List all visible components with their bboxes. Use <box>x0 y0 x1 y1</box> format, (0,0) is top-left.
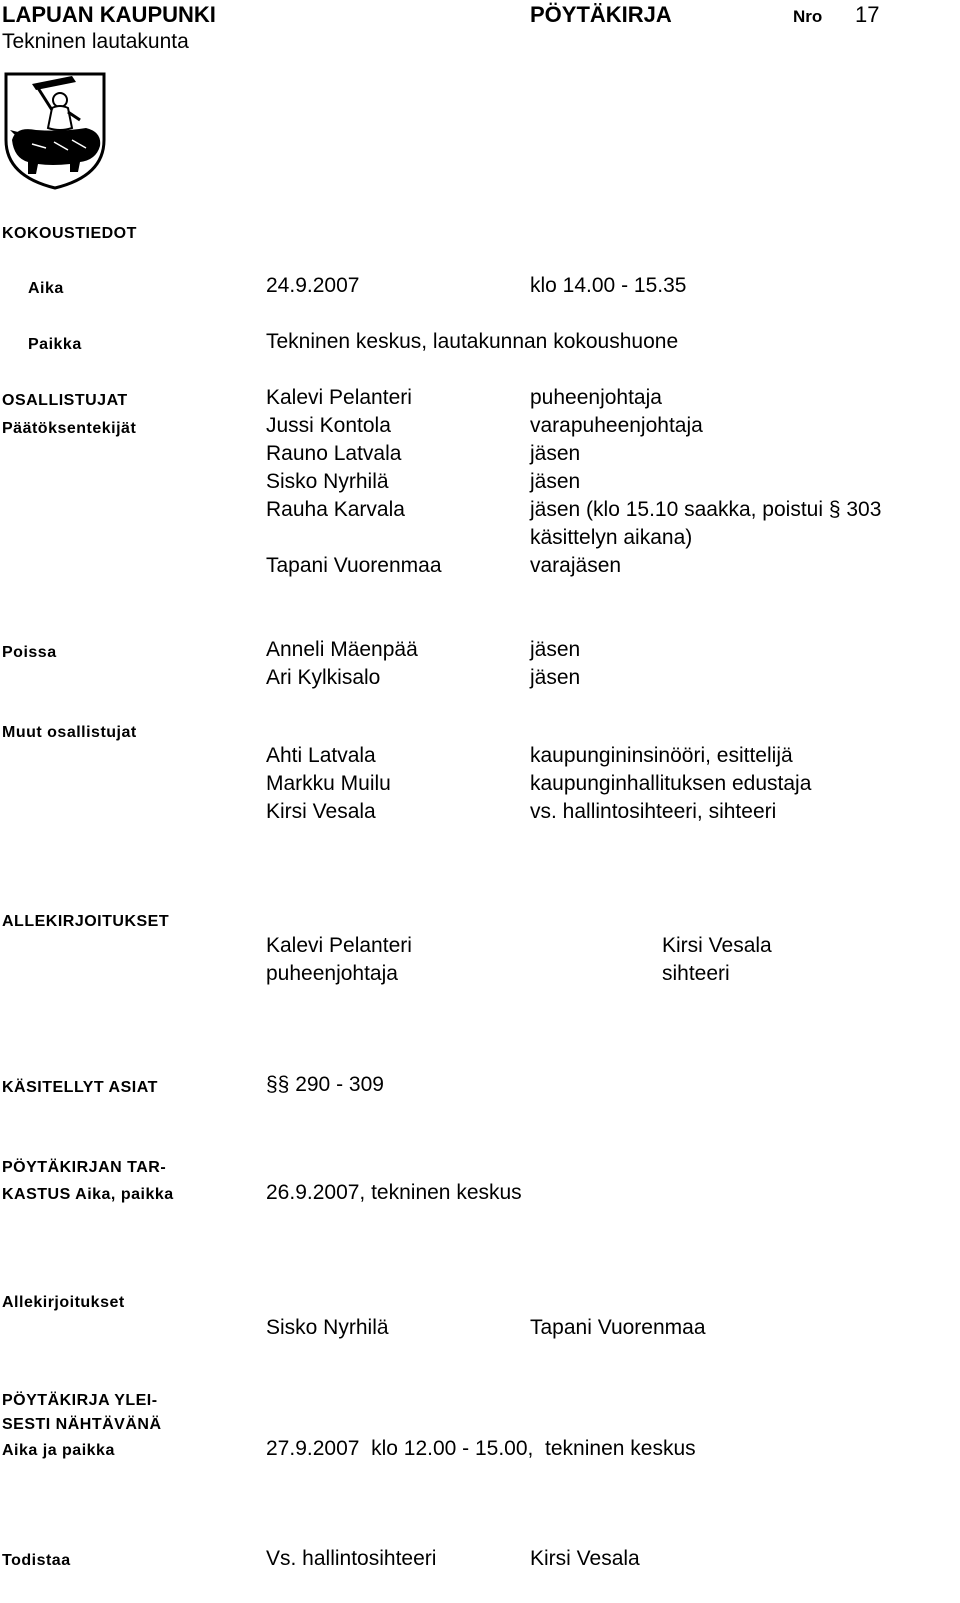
review-label-line2: KASTUS Aika, paikka <box>2 1186 174 1203</box>
member-name: Rauno Latvala <box>266 442 402 465</box>
review-label-line1: PÖYTÄKIRJAN TAR- <box>2 1159 167 1176</box>
coat-of-arms-icon <box>2 70 108 190</box>
certify-name: Kirsi Vesala <box>530 1547 640 1570</box>
certify-label: Todistaa <box>2 1552 71 1569</box>
member-role: puheenjohtaja <box>530 386 662 409</box>
absent-name: Ari Kylkisalo <box>266 666 381 689</box>
member-role: jäsen (klo 15.10 saakka, poistui § 303 <box>530 498 882 521</box>
member-role: varajäsen <box>530 554 622 577</box>
participants-label: OSALLISTUJAT <box>2 392 128 409</box>
absent-role: jäsen <box>530 638 581 661</box>
signature-left-name: Kalevi Pelanteri <box>266 934 412 957</box>
other-participants-label: Muut osallistujat <box>2 724 137 741</box>
member-name: Tapani Vuorenmaa <box>266 554 442 577</box>
signature-right-title: sihteeri <box>662 962 730 985</box>
member-role: jäsen <box>530 470 581 493</box>
member-role: varapuheenjohtaja <box>530 414 703 437</box>
signatures-label: ALLEKIRJOITUKSET <box>2 913 170 930</box>
signature-right-name: Kirsi Vesala <box>662 934 772 957</box>
other-role: kaupunginhallituksen edustaja <box>530 772 812 795</box>
member-name: Sisko Nyrhilä <box>266 470 389 493</box>
absent-name: Anneli Mäenpää <box>266 638 418 661</box>
member-name: Jussi Kontola <box>266 414 391 437</box>
place-label: Paikka <box>28 336 82 353</box>
review-signature-right: Tapani Vuorenmaa <box>530 1316 706 1339</box>
review-signatures-label: Allekirjoitukset <box>2 1294 125 1311</box>
time-label: Aika <box>28 280 64 297</box>
other-role: vs. hallintosihteeri, sihteeri <box>530 800 777 823</box>
signature-left-title: puheenjohtaja <box>266 962 398 985</box>
member-role-continued: käsittelyn aikana) <box>530 526 693 549</box>
number-label: Nro <box>793 7 823 26</box>
member-name: Rauha Karvala <box>266 498 405 521</box>
certify-title: Vs. hallintosihteeri <box>266 1547 437 1570</box>
other-name: Ahti Latvala <box>266 744 376 767</box>
public-label-line2: SESTI NÄHTÄVÄNÄ <box>2 1416 162 1433</box>
absent-label: Poissa <box>2 644 57 661</box>
number-value: 17 <box>855 2 880 27</box>
review-value: 26.9.2007, tekninen keskus <box>266 1181 522 1204</box>
public-label-line3: Aika ja paikka <box>2 1442 115 1459</box>
other-role: kaupungininsinööri, esittelijä <box>530 744 793 767</box>
handled-items-value: §§ 290 - 309 <box>266 1073 384 1096</box>
review-signature-left: Sisko Nyrhilä <box>266 1316 389 1339</box>
handled-items-label: KÄSITELLYT ASIAT <box>2 1079 158 1096</box>
meeting-place: Tekninen keskus, lautakunnan kokoushuone <box>266 330 679 353</box>
meeting-date: 24.9.2007 <box>266 274 360 297</box>
meeting-time: klo 14.00 - 15.35 <box>530 274 687 297</box>
document-type: PÖYTÄKIRJA <box>530 2 672 27</box>
member-name: Kalevi Pelanteri <box>266 386 412 409</box>
section-meeting-info: KOKOUSTIEDOT <box>2 225 137 242</box>
public-value: 27.9.2007 klo 12.00 - 15.00, tekninen keskus <box>266 1437 696 1460</box>
decision-makers-label: Päätöksentekijät <box>2 420 137 437</box>
organization-name: LAPUAN KAUPUNKI <box>2 2 216 27</box>
other-name: Markku Muilu <box>266 772 391 795</box>
other-name: Kirsi Vesala <box>266 800 376 823</box>
public-label-line1: PÖYTÄKIRJA YLEI- <box>2 1392 158 1409</box>
absent-role: jäsen <box>530 666 581 689</box>
committee-name: Tekninen lautakunta <box>2 30 189 53</box>
member-role: jäsen <box>530 442 581 465</box>
